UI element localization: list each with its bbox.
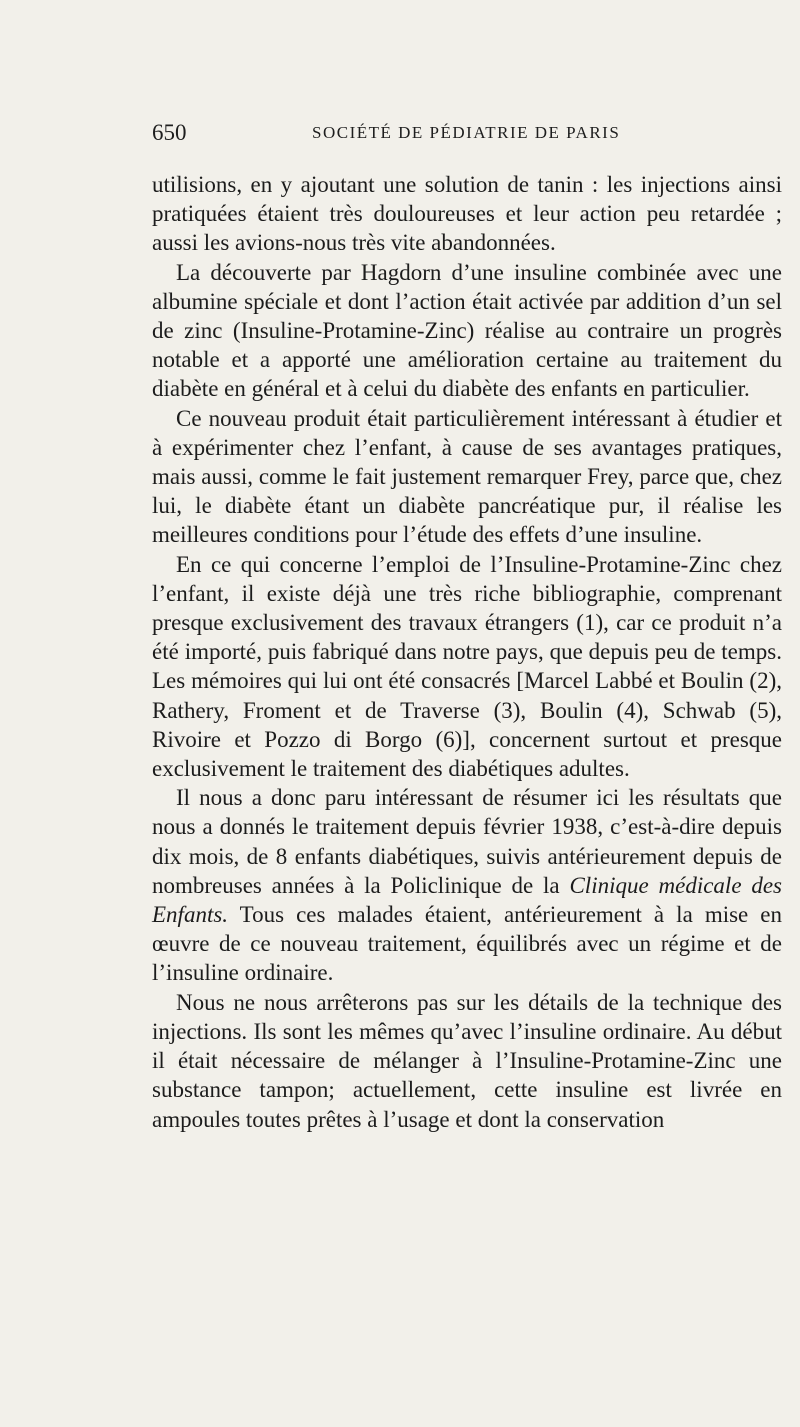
paragraph-results-summary [152, 783, 782, 987]
page-header [152, 120, 782, 150]
paragraph-bibliography: En ce qui concerne l’emploi de l’Insuline-Protamine-Zinc chez l’enfant, il existe déjà une très riche bibliographie, comprenant presque exclusivement des travaux étrangers (1), car ce produit n’a été importé, puis fabriqué dans notre pays, que depuis peu de temps. Les mémoires qui lui ont été consacrés [Marcel Labbé et Boulin (2), Rathery, Froment et de Traverse (3), Boulin (4), Schwab (5), Rivoire et Pozzo di Borgo (6)], concernent surtout et presque exclusivement le traitement des diabétiques adultes. [152, 551, 782, 782]
paragraph-hagdorn-discovery: La découverte par Hagdorn d’une insuline combinée avec une albumine spéciale et dont l’action était activée par addition d’un sel de zinc (Insuline-Protamine-Zinc) réalise au contraire un progrès notable et a apporté une amélioration certaine au traitement du diabète en général et à celui du diabète des enfants en particulier. [152, 259, 782, 402]
paragraph-results-clinic-name: Clinique médicale des Enfants. [152, 872, 783, 928]
paragraph-injection-technique: Nous ne nous arrêterons pas sur les détails de la technique des injections. Ils sont les mêmes qu’avec l’insuline ordinaire. Au début il était nécessaire de mélanger à l’Insuline-Protamine-Zinc une substance tampon; actuellement, cette insuline est livrée en ampoules toutes prêtes à l’usage et dont la conservation [152, 989, 782, 1132]
page-number: 650 [152, 120, 187, 145]
paragraph-results-text-before: Il nous a donc paru intéressant de résumer ici les résultats que nous a donnés le traitement depuis février 1938, c’est-à-dire depuis dix mois, de 8 enfants diabétiques, suivis antérieurement depuis de nombreuses années à la Policlinique de la [152, 785, 782, 898]
body-text [152, 170, 782, 1134]
paragraph-continuation: utilisions, en y ajoutant une solution de tanin : les injections ainsi pratiquées étaient très douloureuses et leur action peu retardée ; aussi les avions-nous très vite abandonnées. [152, 172, 782, 256]
running-title: SOCIÉTÉ DE PÉDIATRIE DE PARIS [312, 123, 621, 142]
paragraph-results-text-after: Tous ces malades étaient, antérieurement à la mise en œuvre de ce nouveau traitement, équilibrés avec un régime et de l’insuline ordinaire. [152, 902, 782, 986]
paragraph-new-product: Ce nouveau produit était particulièrement intéressant à étudier et à expérimenter chez l’enfant, à cause de ses avantages pratiques, mais aussi, comme le fait justement remarquer Frey, parce que, chez lui, le diabète étant un diabète pancréatique pur, il réalise les meilleures conditions pour l’étude des effets d’une insuline. [152, 405, 782, 548]
